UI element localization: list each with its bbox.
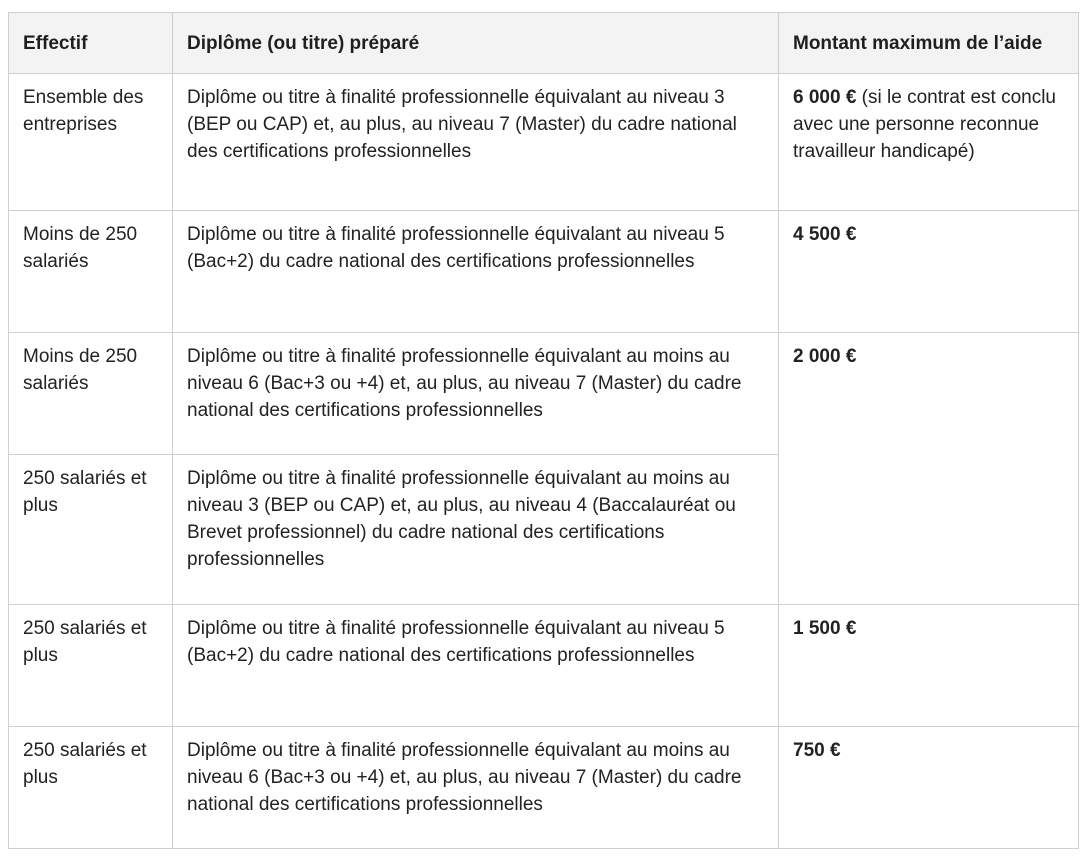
cell-diplome: Diplôme ou titre à finalité professionnelle équivalant au niveau 3 (BEP ou CAP) et, au plus, au niveau 7 (Master) du cadre national des certifications professionnelles bbox=[173, 74, 779, 211]
cell-montant bbox=[779, 74, 1079, 211]
cell-diplome: Diplôme ou titre à finalité professionnelle équivalant au niveau 5 (Bac+2) du cadre national des certifications professionnelles bbox=[173, 605, 779, 727]
cell-diplome: Diplôme ou titre à finalité professionnelle équivalant au niveau 5 (Bac+2) du cadre national des certifications professionnelles bbox=[173, 211, 779, 333]
aid-table-container bbox=[8, 12, 1079, 849]
table-row bbox=[9, 333, 1079, 455]
cell-diplome: Diplôme ou titre à finalité professionnelle équivalant au moins au niveau 6 (Bac+3 ou +4) et, au plus, au niveau 7 (Master) du cadre national des certifications professionnelles bbox=[173, 333, 779, 455]
table-row bbox=[9, 605, 1079, 727]
cell-effectif: 250 salariés et plus bbox=[9, 727, 173, 849]
cell-montant bbox=[779, 727, 1079, 849]
cell-effectif: 250 salariés et plus bbox=[9, 605, 173, 727]
amount-value: 4 500 € bbox=[793, 224, 857, 245]
cell-effectif: 250 salariés et plus bbox=[9, 455, 173, 605]
cell-montant bbox=[779, 211, 1079, 333]
aid-amount-table bbox=[8, 12, 1079, 849]
table-row bbox=[9, 727, 1079, 849]
table-row bbox=[9, 74, 1079, 211]
amount-value: 1 500 € bbox=[793, 618, 857, 639]
header-diplome: Diplôme (ou titre) préparé bbox=[173, 13, 779, 74]
table-header-row bbox=[9, 13, 1079, 74]
cell-effectif: Moins de 250 salariés bbox=[9, 333, 173, 455]
amount-note: (si le contrat est conclu avec une personne reconnue travailleur handicapé) bbox=[793, 87, 1056, 162]
cell-diplome: Diplôme ou titre à finalité professionnelle équivalant au moins au niveau 3 (BEP ou CAP) et, au plus, au niveau 4 (Baccalauréat ou Brevet professionnel) du cadre national des certifications professionnelles bbox=[173, 455, 779, 605]
cell-montant bbox=[779, 605, 1079, 727]
table-row bbox=[9, 211, 1079, 333]
header-effectif: Effectif bbox=[9, 13, 173, 74]
amount-value: 2 000 € bbox=[793, 346, 857, 367]
amount-value: 750 € bbox=[793, 740, 841, 761]
cell-diplome: Diplôme ou titre à finalité professionnelle équivalant au moins au niveau 6 (Bac+3 ou +4) et, au plus, au niveau 7 (Master) du cadre national des certifications professionnelles bbox=[173, 727, 779, 849]
header-montant: Montant maximum de l’aide bbox=[779, 13, 1079, 74]
amount-value: 6 000 € bbox=[793, 87, 857, 108]
cell-montant bbox=[779, 333, 1079, 605]
cell-effectif: Ensemble des entreprises bbox=[9, 74, 173, 211]
cell-effectif: Moins de 250 salariés bbox=[9, 211, 173, 333]
